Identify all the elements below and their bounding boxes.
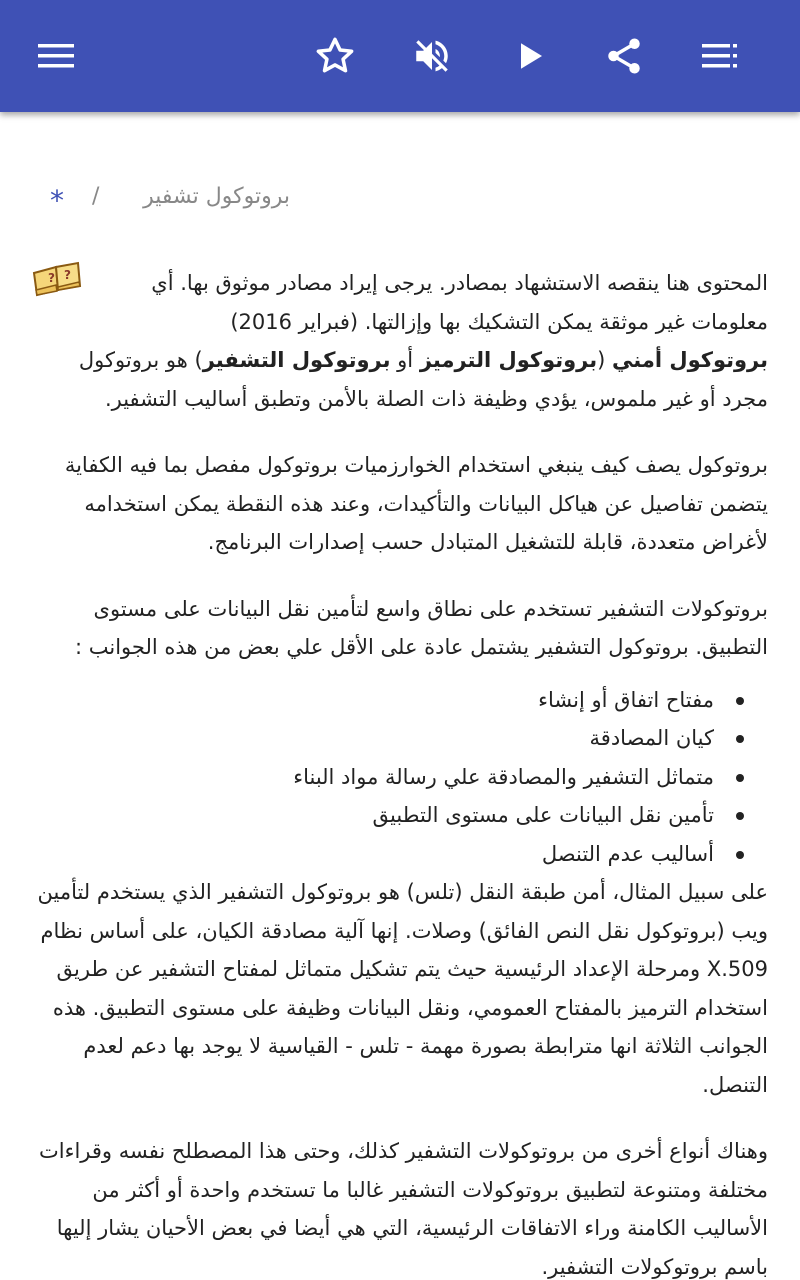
list-item: [28, 719, 714, 758]
mute-button[interactable]: [402, 26, 462, 86]
svg-text:?: ?: [64, 268, 71, 282]
playlist-icon: [700, 41, 740, 71]
intro-text-2: أو: [390, 348, 420, 372]
bullet-icon: [736, 697, 744, 705]
article-body: [28, 264, 768, 1280]
share-icon: [603, 35, 645, 77]
share-button[interactable]: [594, 26, 654, 86]
breadcrumb: [50, 184, 290, 224]
intro-paragraph: [28, 341, 768, 418]
page-title: بروتوكول تشفير: [143, 184, 290, 209]
term-security-protocol: بروتوكول أمني: [612, 348, 768, 372]
breadcrumb-home-link[interactable]: *: [50, 184, 64, 217]
term-encoding-protocol: بروتوكول الترميز: [419, 348, 598, 372]
list-item: [28, 835, 714, 874]
list-item-text: تأمين نقل البيانات على مستوى التطبيق: [372, 803, 714, 827]
paragraph-3: بروتوكولات التشفير تستخدم على نطاق واسع لتأمين نقل البيانات على مستوى التطبيق. بروتوكول التشفير يشتمل عادة على الأقل علي بعض من هذه الجوانب :: [75, 596, 768, 659]
aspects-list: [28, 675, 768, 874]
contents-button[interactable]: [690, 26, 750, 86]
star-outline-icon: [314, 35, 356, 77]
bullet-icon: [736, 812, 744, 820]
list-item-text: أساليب عدم التنصل: [541, 841, 714, 866]
list-item-text: متماثل التشفير والمصادقة علي رسالة مواد البناء: [293, 764, 714, 789]
svg-text:?: ?: [48, 271, 55, 285]
bullet-icon: [736, 851, 744, 859]
favorite-button[interactable]: [305, 26, 365, 86]
paragraph-2: بروتوكول يصف كيف ينبغي استخدام الخوارزميات بروتوكول مفصل بما فيه الكفاية يتضمن تفاصيل عن هياكل البيانات والتأكيدات، وعند هذه النقطة يمكن استخدامه لأغراض متعددة، قابلة للتشغيل المتبادل حسب إصدارات البرنامج.: [64, 453, 768, 554]
bullet-icon: [736, 774, 744, 782]
bullet-icon: [736, 735, 744, 743]
app-toolbar: [0, 0, 800, 112]
list-item-text: كيان المصادقة: [589, 726, 714, 750]
paragraph-4: على سبيل المثال، أمن طبقة النقل (تلس) هو بروتوكول التشفير الذي يستخدم لتأمين ويب (بروتوكول نقل النص الفائق) وصلات. إنها آلية مصادقة الكيان، على أساس نظام X.509 ومرحلة الإعداد الرئيسية حيث يتم تشكيل متماثل لمفتاح التشفير عن طريق استخدام الترميز بالمفتاح العمومي، ونقل البيانات وظيفة على مستوى التطبيق. هذه الجوانب الثلاثة انها مترابطة بصورة مهمة - تلس - القياسية لا يوجد بها دعم لعدم التنصل.: [37, 880, 768, 1097]
list-item: [28, 796, 714, 835]
list-item-text: مفتاح اتفاق أو إنشاء: [538, 687, 714, 712]
menu-icon: [36, 41, 76, 71]
article-content: [0, 112, 800, 1280]
play-button[interactable]: [500, 26, 560, 86]
play-icon: [512, 38, 548, 74]
intro-text-1: (: [597, 348, 613, 372]
menu-button[interactable]: [26, 26, 86, 86]
citation-needed-notice: المحتوى هنا ينقصه الاستشهاد بمصادر. يرجى إيراد مصادر موثوق بها. أي معلومات غير موثقة يمكن التشكيك بها وإزالتها. (فبراير 2016): [151, 271, 768, 334]
volume-off-icon: [411, 35, 453, 77]
breadcrumb-separator: /: [92, 184, 100, 209]
list-item: [28, 758, 714, 797]
paragraph-5: وهناك أنواع أخرى من بروتوكولات التشفير كذلك، وحتى هذا المصطلح نفسه وقراءات مختلفة ومتنوعة لتطبيق بروتوكولات التشفير غالبا ما تستخدم واحدة أو أكثر من الأساليب الكامنة وراء الاتفاقات الرئيسية، التي هي أيضا في بعض الأحيان يشار إليها باسم بروتوكولات التشفير.: [38, 1139, 768, 1279]
intro-text-3: ) هو بروتوكول مجرد أو غير ملموس، يؤدي وظيفة ذات الصلة بالأمن وتطبق أساليب التشفير.: [78, 348, 768, 411]
term-crypto-protocol: بروتوكول التشفير: [202, 348, 391, 372]
list-item: [28, 681, 714, 720]
